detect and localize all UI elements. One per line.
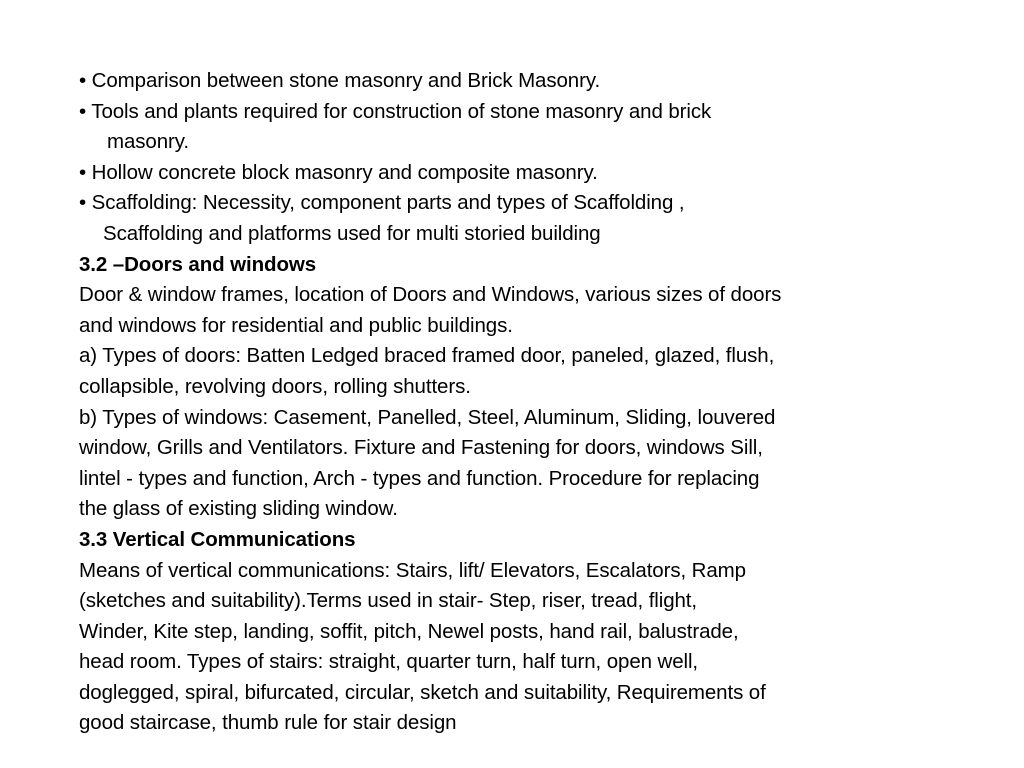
doors-windows-text-line: the glass of existing sliding window. — [79, 497, 398, 521]
bullet-scaffolding-continued: Scaffolding and platforms used for multi storied building — [103, 221, 601, 245]
bullet-tools-plants-continued: masonry. — [107, 130, 189, 154]
bullet-scaffolding: • Scaffolding: Necessity, component parts and types of Scaffolding , — [79, 191, 685, 215]
doors-windows-text-line: collapsible, revolving doors, rolling shutters. — [79, 374, 471, 398]
bullet-hollow-block: • Hollow concrete block masonry and composite masonry. — [79, 160, 598, 184]
doors-windows-text-line: and windows for residential and public buildings. — [79, 313, 513, 337]
vertical-communications-text-line: Winder, Kite step, landing, soffit, pitch, Newel posts, hand rail, balustrade, — [79, 619, 739, 643]
vertical-communications-text-line: doglegged, spiral, bifurcated, circular, sketch and suitability, Requirements of — [79, 680, 766, 704]
vertical-communications-text-line: good staircase, thumb rule for stair design — [79, 711, 457, 735]
bullet-tools-plants: • Tools and plants required for construction of stone masonry and brick — [79, 99, 712, 123]
vertical-communications-text-line: (sketches and suitability).Terms used in stair- Step, riser, tread, flight, — [79, 589, 698, 613]
vertical-communications-text-line: head room. Types of stairs: straight, quarter turn, half turn, open well, — [79, 650, 699, 674]
doors-windows-text-line: a) Types of doors: Batten Ledged braced framed door, paneled, glazed, flush, — [79, 344, 775, 368]
section-heading-doors-windows: 3.2 –Doors and windows — [79, 252, 317, 276]
slide-body — [79, 66, 959, 739]
vertical-communications-text-line: Means of vertical communications: Stairs, lift/ Elevators, Escalators, Ramp — [79, 558, 746, 582]
section-heading-vertical-communications: 3.3 Vertical Communications — [79, 527, 356, 551]
doors-windows-text-line: b) Types of windows: Casement, Panelled, Steel, Aluminum, Sliding, louvered — [79, 405, 776, 429]
doors-windows-text-line: Door & window frames, location of Doors and Windows, various sizes of doors — [79, 283, 782, 307]
doors-windows-text-line: window, Grills and Ventilators. Fixture and Fastening for doors, windows Sill, — [79, 436, 763, 460]
doors-windows-text-line: lintel - types and function, Arch - types and function. Procedure for replacing — [79, 466, 760, 490]
bullet-stone-vs-brick: • Comparison between stone masonry and Brick Masonry. — [79, 69, 601, 92]
